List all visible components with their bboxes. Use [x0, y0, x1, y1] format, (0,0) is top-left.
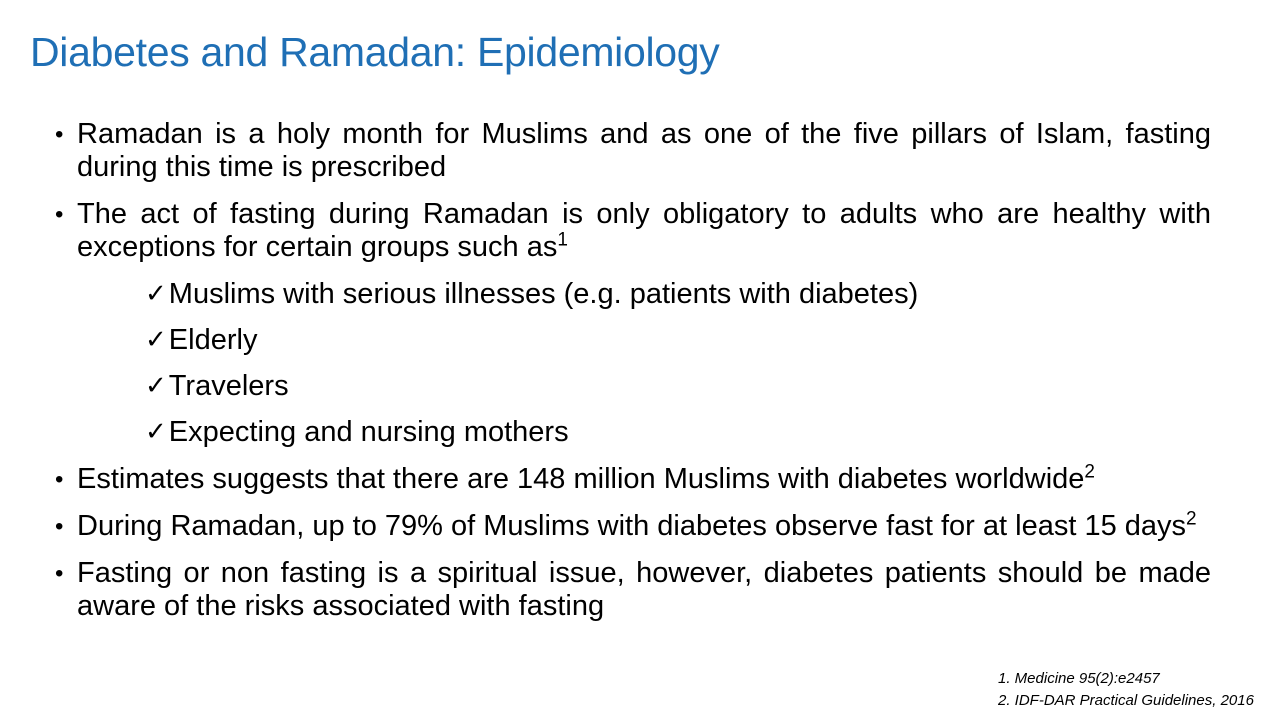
- bullet-list: [55, 118, 1211, 637]
- bullet-text-body: Estimates suggests that there are 148 million Muslims with diabetes worldwide: [77, 463, 1085, 495]
- bullet-text: [77, 510, 1211, 543]
- references: [998, 668, 1254, 712]
- bullet-dot-icon: •: [55, 201, 64, 228]
- bullet-item: [55, 463, 1211, 496]
- exception-text: Expecting and nursing mothers: [168, 416, 569, 448]
- bullet-text: [77, 463, 1211, 496]
- bullet-dot-icon: •: [55, 513, 64, 540]
- checkmark-icon: ✓: [145, 371, 167, 401]
- bullet-item: [55, 557, 1211, 623]
- reference-superscript: 2: [1186, 508, 1197, 530]
- exception-item: [145, 370, 1211, 403]
- reference-superscript: 1: [557, 229, 568, 251]
- exception-item: [145, 278, 1211, 311]
- bullet-text-body: During Ramadan, up to 79% of Muslims with diabetes observe fast for at least 15 days: [77, 510, 1187, 542]
- exception-text: Travelers: [168, 370, 289, 402]
- exceptions-list: [55, 278, 1211, 449]
- reference-line: 1. Medicine 95(2):e2457: [998, 670, 1160, 687]
- bullet-item: [55, 118, 1211, 184]
- exception-text: Elderly: [168, 324, 258, 356]
- bullet-dot-icon: •: [55, 466, 64, 493]
- checkmark-icon: ✓: [145, 325, 167, 355]
- bullet-item: [55, 510, 1211, 543]
- bullet-text-body: Fasting or non fasting is a spiritual issue, however, diabetes patients should be made aware of the risks associated with fasting: [77, 557, 1211, 622]
- bullet-text: [77, 118, 1211, 184]
- bullet-dot-icon: •: [55, 560, 64, 587]
- checkmark-icon: ✓: [145, 417, 167, 447]
- bullet-text-body: Ramadan is a holy month for Muslims and as one of the five pillars of Islam, fasting during this time is prescribed: [77, 118, 1211, 183]
- exceptions-group: [55, 278, 1211, 449]
- exception-text: Muslims with serious illnesses (e.g. patients with diabetes): [168, 278, 919, 310]
- reference-superscript: 2: [1084, 461, 1095, 483]
- reference-line: 2. IDF-DAR Practical Guidelines, 2016: [998, 692, 1254, 709]
- bullet-text-body: The act of fasting during Ramadan is only obligatory to adults who are healthy with exceptions for certain groups such as: [77, 198, 1211, 263]
- bullet-text: [77, 557, 1211, 623]
- exception-item: [145, 416, 1211, 449]
- exception-item: [145, 324, 1211, 357]
- bullet-item: [55, 198, 1211, 264]
- checkmark-icon: ✓: [145, 279, 167, 309]
- bullet-text: [77, 198, 1211, 264]
- slide-title: Diabetes and Ramadan: Epidemiology: [30, 29, 720, 75]
- bullet-dot-icon: •: [55, 121, 64, 148]
